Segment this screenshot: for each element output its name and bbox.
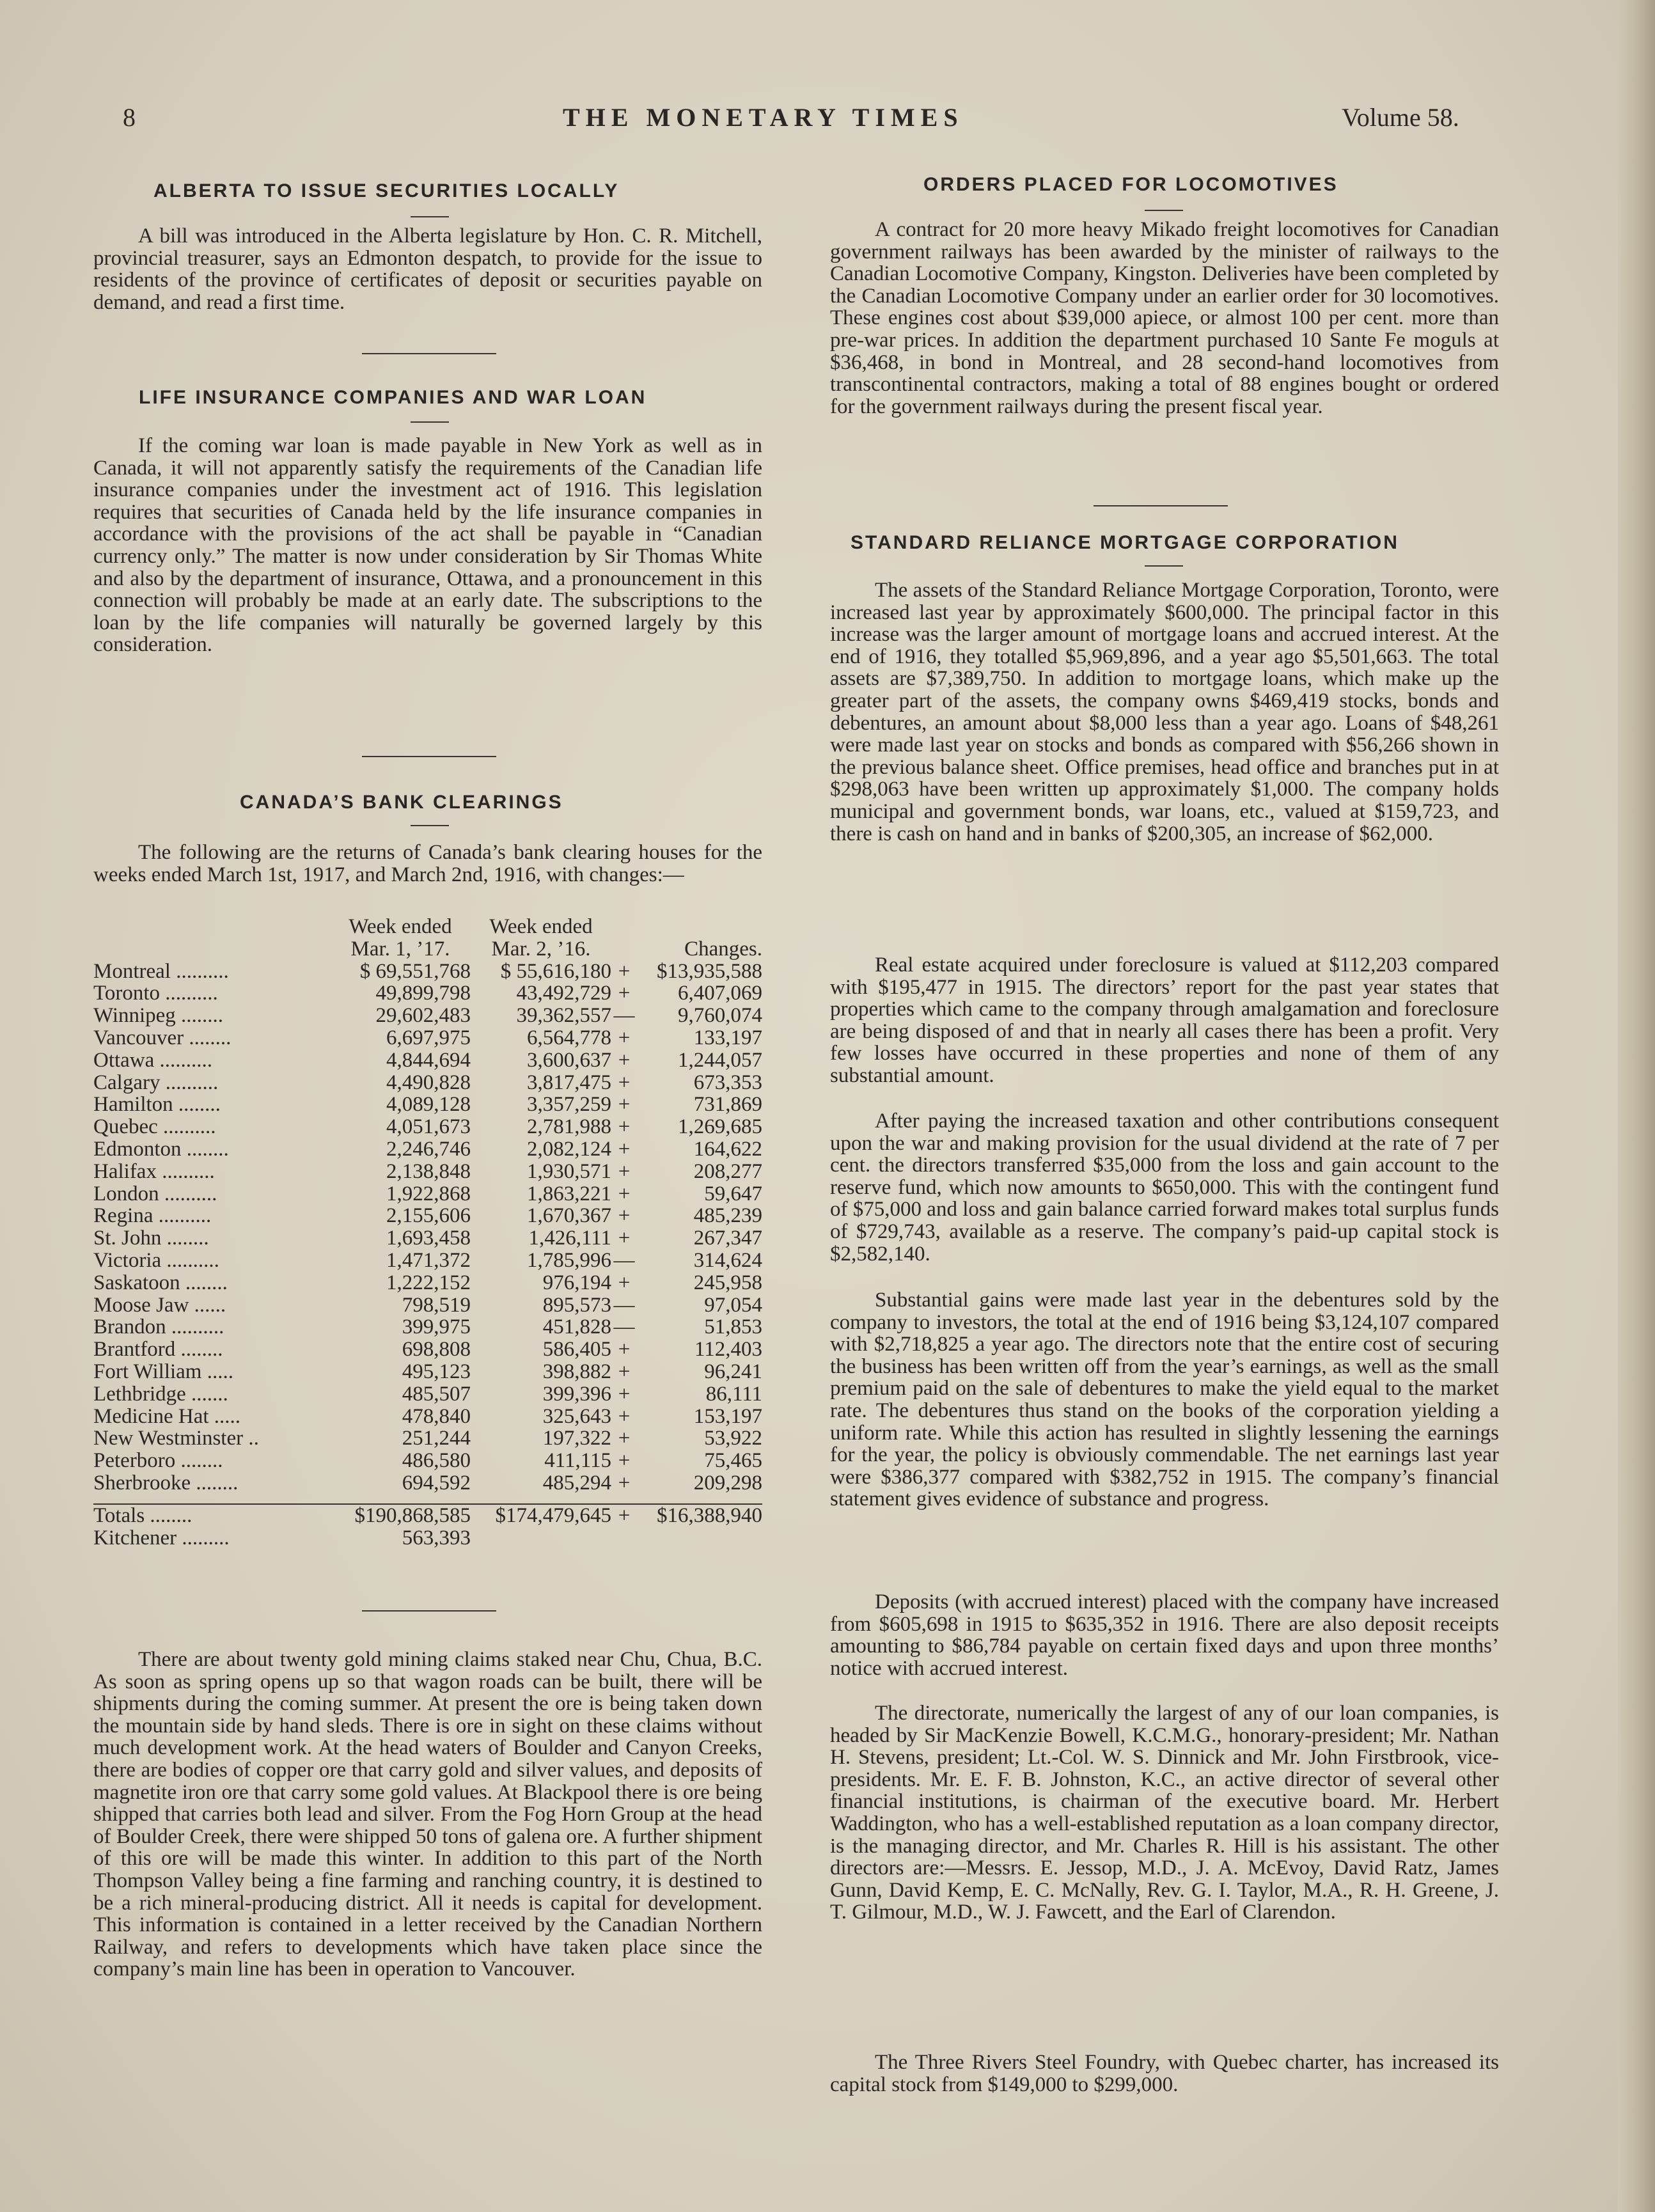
mar-1916-cell: 3,817,475 [527, 1071, 611, 1094]
life-insurance-article: If the coming war loan is made payable in New York as well as in Canada, it will not apparently satisfy the requirements of the Canadian life insurance companies under the investment act of 1916. This legislation requires that securities of Canada held by the life insurance companies in accordance with the provisions of the act shall be payable in “Canadian currency only.” The matter is now under consideration by Sir Thomas White and also by the department of insurance, Ottawa, and a pronouncement in this connection will probably be made at an early date. The subscriptions to the loan by the life companies will naturally be governed largely by this consideration. [93, 434, 762, 657]
change-cell: 153,197 [693, 1404, 762, 1428]
sign-cell: + [618, 982, 631, 1005]
standard-reliance-p1: The assets of the Standard Reliance Mortgage Corporation, Toronto, were increased last year by approximately $600,000. The principal factor in this increase was the larger amount of mortgage loans and accrued interest. At the end of 1916, they totalled $5,969,896, and a year ago $5,501,663. The total assets are $7,389,750. In addition to mortgage loans, which make up the greater part of the assets, the company owns $469,419 stocks, bonds and debentures, an amount about $8,000 less than a year ago. Loans of $48,261 were made last year on stocks and bonds as compared with $56,266 shown in the previous balance sheet. Office premises, head office and branches put in at $298,063 have been written up approximately $1,000. The company holds municipal and government bonds, war loans, etc., valued at $159,723, and there is cash on hand and in banks of $200,305, an increase of $62,000. [830, 579, 1499, 845]
sign-cell: — [613, 1315, 635, 1339]
mar-1917-cell: 2,155,606 [386, 1204, 471, 1228]
totals-row [93, 1504, 762, 1527]
table-row [93, 1406, 762, 1428]
sign-cell: + [618, 1026, 631, 1049]
city-cell: Lethbridge ....... [93, 1382, 228, 1406]
change-cell: 112,403 [694, 1338, 762, 1361]
table-row [93, 1049, 762, 1072]
table-row [93, 1205, 762, 1227]
clearings-intro: The following are the returns of Canada’s bank clearing houses for the weeks ended March 1st, 1917, and March 2nd, 1916, with changes:— [93, 841, 762, 886]
table-spacer [93, 1494, 762, 1504]
mar-1916-cell: 485,294 [542, 1471, 611, 1494]
table-row [93, 1005, 762, 1027]
mar-1917-cell: 6,697,975 [386, 1026, 471, 1049]
change-cell: 1,244,057 [678, 1048, 762, 1072]
city-cell: London .......... [93, 1182, 217, 1205]
mar-1916-cell: 398,882 [542, 1360, 611, 1383]
mar-1917-cell: 698,808 [402, 1338, 471, 1361]
table-row [93, 1427, 762, 1450]
mar-1916-cell: 1,426,111 [528, 1227, 611, 1250]
city-cell: Brantford ........ [93, 1338, 223, 1361]
section-divider [362, 353, 496, 354]
change-cell: 245,958 [693, 1271, 762, 1294]
mar-1917-cell: 4,844,694 [386, 1048, 471, 1072]
mar-1917-cell: 1,471,372 [386, 1248, 471, 1272]
city-cell: Vancouver ........ [93, 1026, 231, 1049]
mar-1917-cell: 399,975 [402, 1315, 471, 1339]
mar-1916-cell: 2,082,124 [527, 1137, 611, 1161]
totals-change: $16,388,940 [657, 1503, 762, 1527]
table-row [93, 961, 762, 983]
alberta-heading: ALBERTA TO ISSUE SECURITIES LOCALLY [153, 180, 620, 201]
mar-1916-cell: 976,194 [542, 1271, 611, 1294]
sign-cell: + [618, 1449, 631, 1473]
change-cell: 267,347 [693, 1227, 762, 1250]
col-b-header-bottom: Mar. 2, ’16. [491, 937, 591, 961]
change-cell: 75,465 [704, 1449, 762, 1473]
page-edge [1618, 0, 1655, 2212]
city-cell: Ottawa .......... [93, 1048, 213, 1072]
sign-cell: + [618, 959, 631, 983]
mar-1916-cell: 3,357,259 [527, 1093, 611, 1117]
mar-1917-cell: 1,222,152 [386, 1271, 471, 1294]
gold-claims-article: There are about twenty gold mining claims staked near Chu, Chua, B.C. As soon as spring opens up so that wagon roads can be built, there will be shipments during the coming summer. At present the ore is being taken down the mountain side by hand sleds. There is ore in sight on these claims without much development work. At the head waters of Boulder and Canyon Creeks, there are bodies of copper ore that carry gold and silver values, and deposits of magnetite iron ore that carry some gold values. At Blackpool there is ore being shipped that carries both lead and silver. From the Fog Horn Group at the head of Boulder Creek, there were shipped 50 tons of galena ore. A further shipment of this ore will be made this winter. In addition to this part of the North Thompson Valley being a fine farming and ranching country, it is destined to be a rich mineral-producing district. All it needs is capital for development. This information is contained in a letter received by the Canadian Northern Railway, and refers to developments which have taken place since the company’s main line has been in operation to Vancouver. [93, 1648, 762, 1981]
standard-reliance-p2: Real estate acquired under foreclosure is valued at $112,203 compared with $195,477 in 1915. The directors’ report for the past year states that properties which came to the company through amalgamation and foreclosure are being disposed of and that in nearly all cases there has been a profit. Very few losses have occurred in these properties and none of them of any substantial amount. [830, 953, 1499, 1087]
mar-1916-cell: 197,322 [542, 1427, 611, 1450]
city-cell: Edmonton ........ [93, 1137, 229, 1161]
mar-1916-cell: 1,670,367 [527, 1204, 611, 1228]
running-header [0, 102, 1655, 141]
change-cell: 96,241 [704, 1360, 762, 1383]
change-cell: 59,647 [704, 1182, 762, 1205]
table-header-row [93, 938, 762, 961]
sign-cell: + [618, 1404, 631, 1428]
standard-reliance-p4: Substantial gains were made last year in the debentures sold by the company to investors, the total at the end of 1916 being $3,124,107 compared with $2,718,825 a year ago. The directors note that the entire cost of securing the business has been written off from the year’s earnings, as well as the small premium paid on the sale of debentures to make the yield equal to the market rate. The debentures thus stand on the books of the corporation yielding a uniform rate. While this action has resulted in slightly lessening the earnings for the year, the policy is obviously commendable. The net earnings last year were $386,377 compared with $382,752 in 1915. The company’s financial statement gives evidence of substance and progress. [830, 1289, 1499, 1511]
sign-cell: + [618, 1137, 631, 1161]
volume-label: Volume 58. [1342, 103, 1459, 132]
city-cell: Montreal .......... [93, 959, 229, 983]
table-row [93, 1072, 762, 1094]
city-cell: Winnipeg ........ [93, 1004, 224, 1028]
mar-1917-cell: 4,089,128 [386, 1093, 471, 1117]
mar-1917-cell: 495,123 [402, 1360, 471, 1383]
change-cell: 1,269,685 [678, 1115, 762, 1139]
mar-1917-cell: 251,244 [402, 1427, 471, 1450]
standard-reliance-p6: The directorate, numerically the largest of any of our loan companies, is headed by Sir MacKenzie Bowell, K.C.M.G., honorary-president; Mr. Nathan H. Stevens, president; Lt.-Col. W. S. Dinnick and Mr. John Firstbrook, vice-presidents. Mr. E. F. B. Johnston, K.C., an active director of several other financial institutions, is chairman of the executive board. Mr. Herbert Waddington, who has a well-established reputation as a loan company director, is the managing director, and Mr. Charles R. Hill is his assistant. The other directors are:—Messrs. E. Jessop, M.D., J. A. McEvoy, David Ratz, James Gunn, David Kemp, E. C. McNally, Rev. G. I. Taylor, M.A., R. H. Greene, J. T. Gilmour, M.D., W. J. Fawcett, and the Earl of Clarendon. [830, 1702, 1499, 1924]
mar-1917-cell: 2,138,848 [386, 1159, 471, 1183]
mar-1917-cell: 485,507 [402, 1382, 471, 1406]
change-cell: 314,624 [693, 1248, 762, 1272]
sign-cell: + [618, 1338, 631, 1361]
change-cell: 51,853 [704, 1315, 762, 1339]
mar-1917-cell: $ 69,551,768 [359, 959, 471, 983]
sign-cell: + [618, 1071, 631, 1094]
sign-cell: + [618, 1360, 631, 1383]
city-cell: Toronto .......... [93, 982, 218, 1005]
city-cell: Moose Jaw ...... [93, 1293, 226, 1317]
mar-1916-cell: 6,564,778 [527, 1026, 611, 1049]
table-row [93, 1183, 762, 1205]
mar-1917-cell: 1,922,868 [386, 1182, 471, 1205]
table-row [93, 1027, 762, 1049]
sign-cell: + [618, 1227, 631, 1250]
city-cell: Victoria .......... [93, 1248, 219, 1272]
city-cell: Medicine Hat ..... [93, 1404, 241, 1428]
mar-1917-cell: 798,519 [402, 1293, 471, 1317]
city-cell: New Westminster .. [93, 1427, 259, 1450]
standard-reliance-p3: After paying the increased taxation and other contributions consequent upon the war and making provision for the usual dividend at the rate of 7 per cent. the directors transferred $35,000 from the loss and gain account to the reserve fund, which now amounts to $650,000. This with the contingent fund of $75,000 and loss and gain balance carried forward makes total surplus funds of $729,743, available as a reserve. The company’s paid-up capital stock is $2,582,140. [830, 1110, 1499, 1266]
totals-mar-1916: $174,479,645 [495, 1503, 611, 1527]
mar-1916-cell: 1,785,996 [527, 1248, 611, 1272]
mar-1916-cell: $ 55,616,180 [500, 959, 611, 983]
locomotives-article: A contract for 20 more heavy Mikado freight locomotives for Canadian government railways has been awarded by the minister of railways to the Canadian Locomotive Company, Kingston. Deliveries have been completed by the Canadian Locomotive Company under an earlier order for 30 locomotives. These engines cost about $39,000 apiece, or almost 100 per cent. more than pre-war prices. In addition the department purchased 10 Sante Fe moguls at $36,468, in bond in Montreal, and 28 second-hand locomotives from transcontinental contractors, making a total of 88 engines bought or ordered for the government railways during the present fiscal year. [830, 218, 1499, 418]
sign-cell: + [618, 1115, 631, 1139]
city-cell: Peterboro ........ [93, 1449, 223, 1473]
table-row [93, 1338, 762, 1361]
table-row [93, 1116, 762, 1138]
sign-cell: + [618, 1159, 631, 1183]
city-cell: Brandon .......... [93, 1315, 224, 1339]
change-cell: $13,935,588 [657, 959, 762, 983]
mar-1917-cell: 694,592 [402, 1471, 471, 1494]
mar-1916-cell: 411,115 [544, 1449, 611, 1473]
mar-1916-cell: 586,405 [542, 1338, 611, 1361]
change-cell: 86,111 [705, 1382, 762, 1406]
city-cell: Calgary .......... [93, 1071, 219, 1094]
col-b-header-top: Week ended [489, 915, 593, 938]
sign-cell: + [618, 1271, 631, 1294]
heading-rule [411, 421, 449, 423]
sign-cell: + [618, 1471, 631, 1494]
masthead: THE MONETARY TIMES [563, 103, 964, 132]
city-cell: Sherbrooke ........ [93, 1471, 239, 1494]
section-divider [362, 1610, 496, 1612]
standard-reliance-p5: Deposits (with accrued interest) placed with the company have increased from $605,698 in 1915 to $635,352 in 1916. There are also deposit receipts amounting to $86,784 payable on certain fixed days and upon three months’ notice with accrued interest. [830, 1590, 1499, 1680]
alberta-article: A bill was introduced in the Alberta legislature by Hon. C. R. Mitchell, provincial treasurer, says an Edmonton despatch, to provide for the issue to residents of the province of certificates of deposit or securities payable on demand, and read a first time. [93, 224, 762, 314]
mar-1916-cell: 451,828 [542, 1315, 611, 1339]
changes-header: Changes. [684, 937, 762, 961]
page-number: 8 [123, 103, 136, 132]
clearings-heading: CANADA’S BANK CLEARINGS [240, 792, 563, 813]
mar-1916-cell: 2,781,988 [527, 1115, 611, 1139]
mar-1916-cell: 1,930,571 [527, 1159, 611, 1183]
city-cell: Quebec .......... [93, 1115, 216, 1139]
mar-1917-cell: 2,246,746 [386, 1137, 471, 1161]
three-rivers-article: The Three Rivers Steel Foundry, with Quebec charter, has increased its capital stock from $149,000 to $299,000. [830, 2051, 1499, 2096]
mar-1917-cell: 478,840 [402, 1404, 471, 1428]
totals-mar-1917: $190,868,585 [354, 1503, 471, 1527]
table-row [93, 1294, 762, 1317]
table-row [93, 1094, 762, 1116]
kitchener-mar-1917: 563,393 [402, 1526, 471, 1549]
sign-cell: + [618, 1382, 631, 1406]
sign-cell: — [613, 1248, 635, 1272]
table-row [93, 1316, 762, 1338]
table-row [93, 1138, 762, 1161]
col-a-header-top: Week ended [349, 915, 452, 938]
sign-cell: — [613, 1293, 635, 1317]
city-cell: Saskatoon ........ [93, 1271, 228, 1294]
kitchener-label: Kitchener ......... [93, 1526, 230, 1549]
mar-1916-cell: 1,863,221 [527, 1182, 611, 1205]
table-row [93, 1227, 762, 1250]
mar-1917-cell: 49,899,798 [375, 982, 471, 1005]
city-cell: Halifax .......... [93, 1159, 215, 1183]
heading-rule [411, 825, 449, 826]
sign-cell: + [618, 1182, 631, 1205]
table-row [93, 1450, 762, 1472]
totals-sign: + [618, 1503, 631, 1527]
mar-1916-cell: 399,396 [542, 1382, 611, 1406]
mar-1917-cell: 4,051,673 [386, 1115, 471, 1139]
mar-1917-cell: 486,580 [402, 1449, 471, 1473]
section-divider [362, 756, 496, 757]
change-cell: 6,407,069 [678, 982, 762, 1005]
mar-1916-cell: 325,643 [542, 1404, 611, 1428]
mar-1916-cell: 39,362,557 [516, 1004, 611, 1028]
col-a-header-bottom: Mar. 1, ’17. [350, 937, 450, 961]
heading-rule [1145, 210, 1183, 211]
city-cell: Fort William ..... [93, 1360, 233, 1383]
mar-1916-cell: 3,600,637 [527, 1048, 611, 1072]
heading-rule [1145, 565, 1183, 567]
change-cell: 673,353 [693, 1071, 762, 1094]
mar-1917-cell: 1,693,458 [386, 1227, 471, 1250]
mar-1917-cell: 4,490,828 [386, 1071, 471, 1094]
table-row [93, 1161, 762, 1183]
heading-rule [411, 216, 449, 217]
change-cell: 53,922 [704, 1427, 762, 1450]
city-cell: Regina .......... [93, 1204, 212, 1228]
sign-cell: + [618, 1427, 631, 1450]
life-insurance-heading: LIFE INSURANCE COMPANIES AND WAR LOAN [139, 387, 647, 408]
kitchener-row [93, 1527, 762, 1549]
totals-label: Totals ........ [93, 1503, 192, 1527]
locomotives-heading: ORDERS PLACED FOR LOCOMOTIVES [923, 174, 1338, 195]
city-cell: Hamilton ........ [93, 1093, 221, 1117]
table-row [93, 1472, 762, 1494]
city-cell: St. John ........ [93, 1227, 209, 1250]
table-row [93, 1250, 762, 1272]
table-header-row [93, 916, 762, 938]
sign-cell: + [618, 1093, 631, 1117]
clearings-table [93, 916, 762, 1549]
mar-1917-cell: 29,602,483 [375, 1004, 471, 1028]
table-row [93, 1383, 762, 1406]
change-cell: 209,298 [693, 1471, 762, 1494]
change-cell: 164,622 [693, 1137, 762, 1161]
sign-cell: + [618, 1048, 631, 1072]
change-cell: 208,277 [693, 1159, 762, 1183]
change-cell: 485,239 [693, 1204, 762, 1228]
change-cell: 9,760,074 [678, 1004, 762, 1028]
table-row [93, 1361, 762, 1383]
table-row [93, 1272, 762, 1294]
mar-1916-cell: 43,492,729 [516, 982, 611, 1005]
sign-cell: + [618, 1204, 631, 1228]
standard-reliance-heading: STANDARD RELIANCE MORTGAGE CORPORATION [851, 532, 1399, 553]
section-divider [1094, 505, 1228, 506]
change-cell: 731,869 [693, 1093, 762, 1117]
change-cell: 133,197 [693, 1026, 762, 1049]
sign-cell: — [613, 1004, 635, 1028]
change-cell: 97,054 [704, 1293, 762, 1317]
mar-1916-cell: 895,573 [542, 1293, 611, 1317]
table-row [93, 982, 762, 1005]
